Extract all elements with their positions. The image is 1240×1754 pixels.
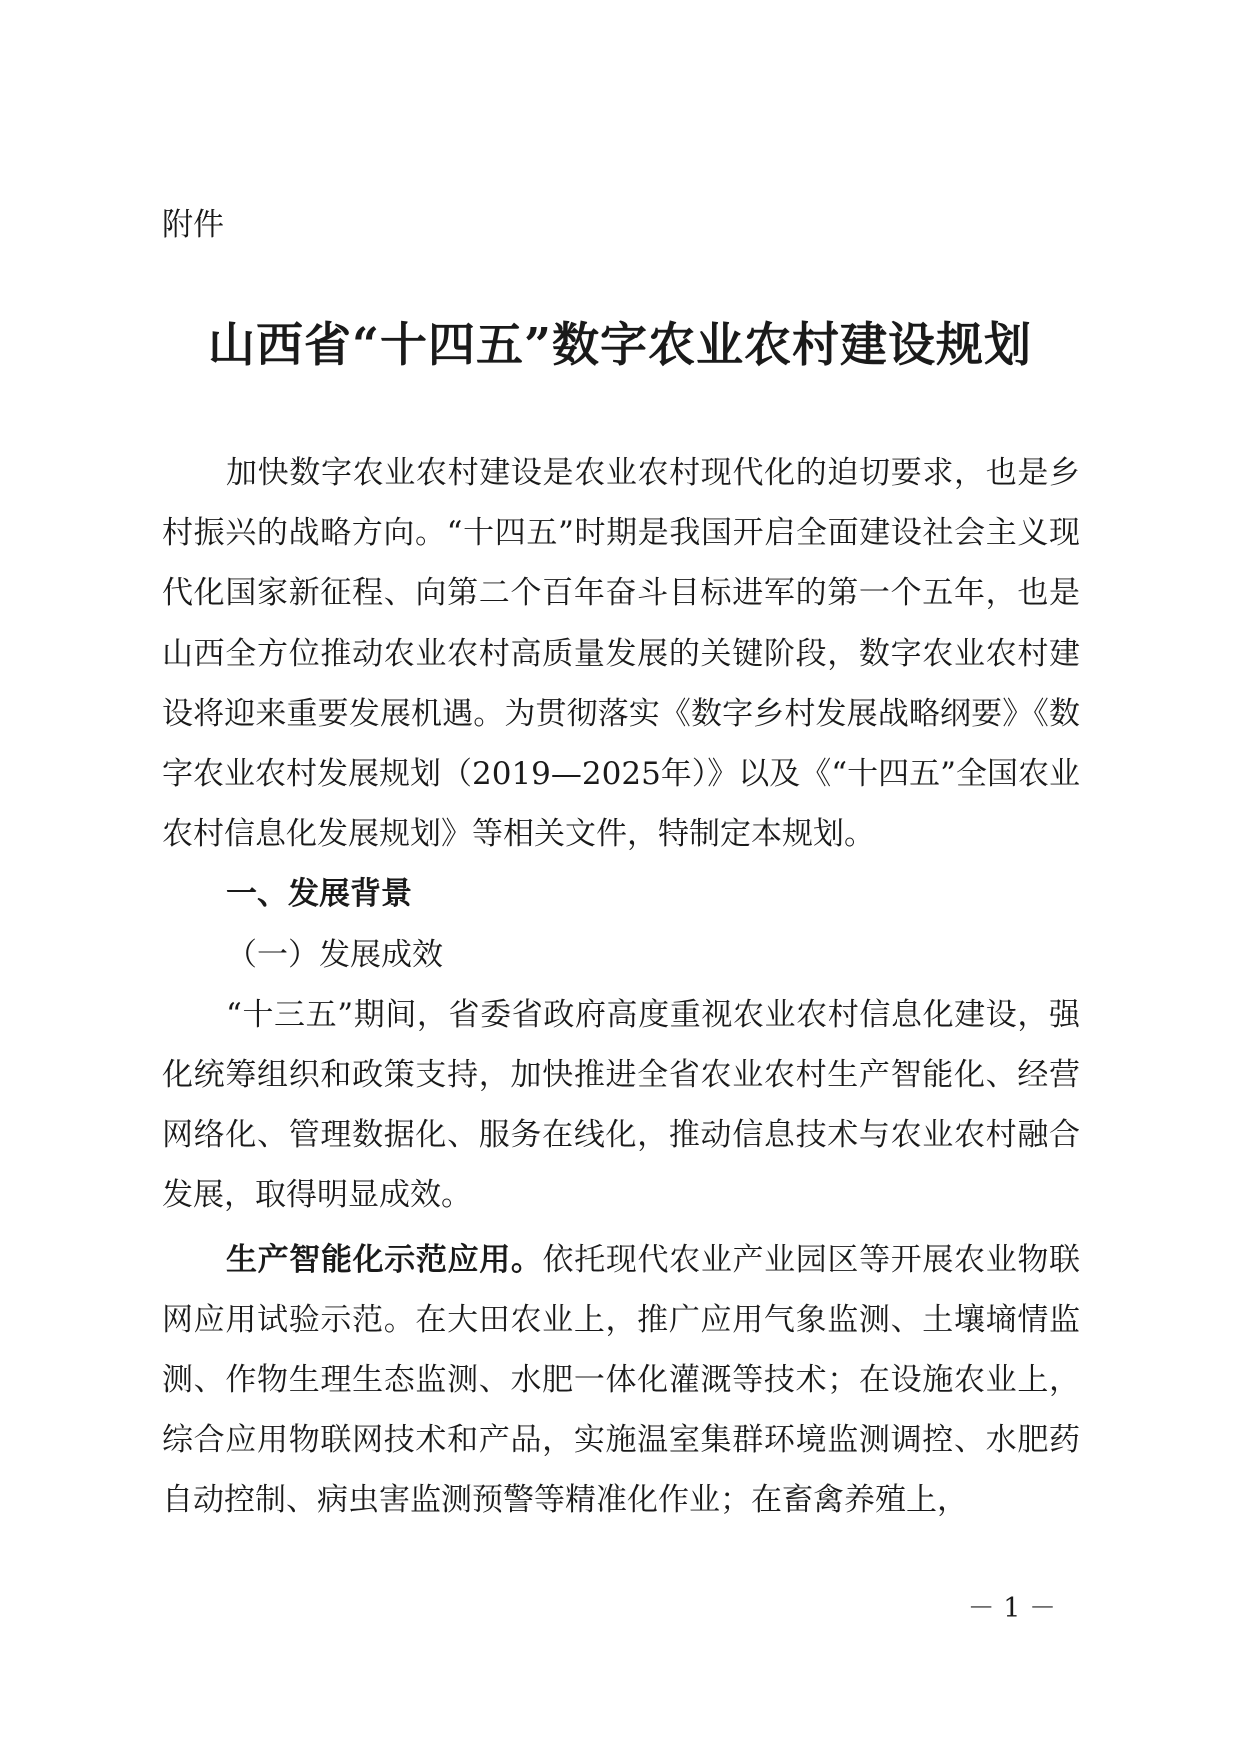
page-number: － 1 － [967,1593,1056,1624]
document-body [162,443,1080,1531]
attachment-label: 附件 [162,207,224,243]
body-paragraph-with-lead [162,1230,1080,1531]
body-paragraph: “十三五”期间，省委省政府高度重视农业农村信息化建设，强化统筹组织和政策支持，加快推进全省农业农村生产智能化、经营网络化、管理数据化、服务在线化，推动信息技术与农业农村融合发展，取得明显成效。 [162,996,1080,1214]
document-title: 山西省“十四五”数字农业农村建设规划 [207,318,1033,373]
subsection-heading: （一）发展成效 [226,936,443,973]
section-heading: 一、发展背景 [226,876,412,913]
paragraph-text: 依托现代农业产业园区等开展农业物联网应用试验示范。在大田农业上，推广应用气象监测、土壤墒情监测、作物生理生态监测、水肥一体化灌溉等技术；在设施农业上，综合应用物联网技术和产品，实施温室集群环境监测调控、水肥药自动控制、病虫害监测预警等精准化作业；在畜禽养殖上， [162,1241,1081,1519]
paragraph-lead: 生产智能化示范应用。 [226,1241,543,1278]
intro-paragraph: 加快数字农业农村建设是农业农村现代化的迫切要求，也是乡村振兴的战略方向。“十四五”时期是我国开启全面建设社会主义现代化国家新征程、向第二个百年奋斗目标进军的第一个五年，也是山西全方位推动农业农村高质量发展的关键阶段，数字农业农村建设将迎来重要发展机遇。为贯彻落实《数字乡村发展战略纲要》《数字农业农村发展规划（2019—2025年）》以及《“十四五”全国农业农村信息化发展规划》等相关文件，特制定本规划。 [162,455,1080,853]
